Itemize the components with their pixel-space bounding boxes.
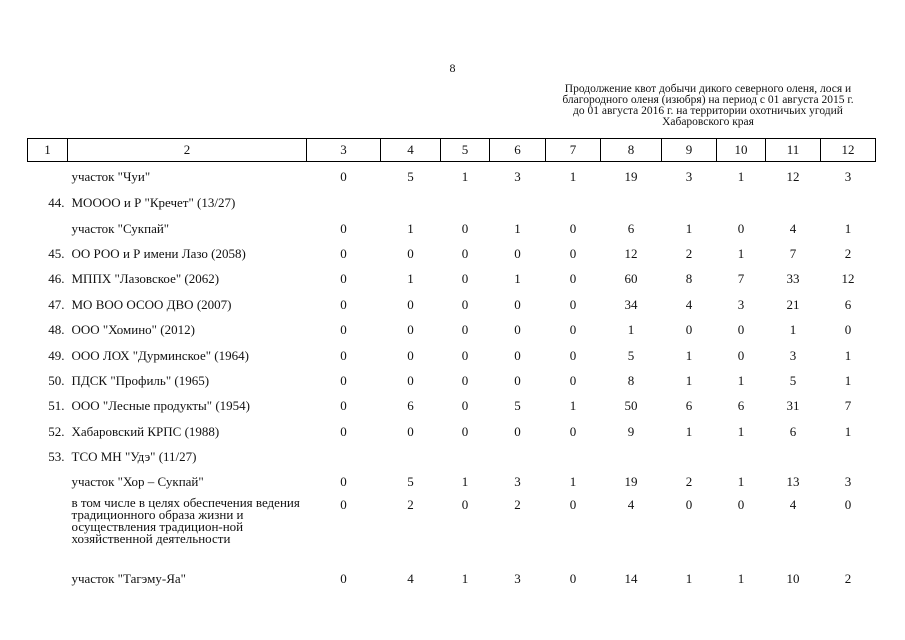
table-cell: 6 bbox=[844, 296, 852, 312]
table-cell: 1 bbox=[569, 168, 577, 184]
table-cell: 0 bbox=[340, 347, 347, 363]
quota-table bbox=[27, 138, 876, 586]
table-cell: 6 bbox=[407, 398, 414, 414]
table-cell: 1 bbox=[514, 220, 521, 236]
table-cell bbox=[766, 190, 821, 215]
table-cell: 1 bbox=[737, 474, 745, 490]
table-cell: 4 bbox=[685, 296, 693, 312]
table-cell bbox=[546, 190, 601, 215]
table-cell: 50 bbox=[624, 398, 638, 414]
table-cell: 1 bbox=[737, 245, 745, 261]
table-cell: 3 bbox=[844, 474, 852, 490]
row-name: ООО ЛОХ "Дурминское" (1964) bbox=[71, 347, 249, 363]
table-row bbox=[28, 368, 876, 393]
table-cell: 1 bbox=[844, 372, 852, 388]
table-row bbox=[28, 241, 876, 266]
table-cell: 0 bbox=[407, 296, 414, 312]
table-cell: 3 bbox=[685, 168, 693, 184]
row-number: 52. bbox=[48, 423, 65, 439]
table-cell: 60 bbox=[624, 271, 638, 287]
table-cell: 3 bbox=[514, 168, 521, 184]
table-cell: 2 bbox=[407, 496, 414, 512]
caption-line: Хабаровского края bbox=[662, 116, 754, 128]
table-cell: 0 bbox=[461, 271, 469, 287]
table-cell: 4 bbox=[407, 570, 414, 586]
table-cell: 1 bbox=[685, 347, 693, 363]
table-cell: 3 bbox=[844, 168, 852, 184]
row-name: ОО РОО и Р имени Лазо (2058) bbox=[71, 245, 246, 261]
table-cell: 0 bbox=[407, 245, 414, 261]
table-cell: 0 bbox=[569, 245, 577, 261]
row-name: участок "Хор – Сукпай" bbox=[71, 474, 204, 490]
row-name: Хабаровский КРПС (1988) bbox=[71, 423, 220, 439]
table-cell: 0 bbox=[407, 372, 414, 388]
table-cell bbox=[601, 190, 662, 215]
table-row bbox=[28, 190, 876, 215]
table-cell: 9 bbox=[627, 423, 635, 439]
table-cell: 1 bbox=[685, 570, 693, 586]
table-cell: 8 bbox=[627, 372, 635, 388]
row-name: ПДСК "Профиль" (1965) bbox=[71, 372, 210, 388]
table-cell: 2 bbox=[844, 570, 852, 586]
table-cell: 0 bbox=[461, 347, 469, 363]
table-cell: 6 bbox=[627, 220, 635, 236]
row-number: 47. bbox=[48, 296, 65, 312]
row-number: 53. bbox=[48, 449, 65, 465]
table-cell: 2 bbox=[844, 245, 852, 261]
table-cell: 1 bbox=[461, 474, 469, 490]
table-cell: 0 bbox=[340, 168, 347, 184]
table-cell bbox=[546, 444, 601, 469]
column-header: 11 bbox=[766, 139, 821, 162]
table-cell: 2 bbox=[685, 245, 693, 261]
table-cell bbox=[307, 190, 381, 215]
table-row bbox=[28, 469, 876, 494]
table-cell: 1 bbox=[569, 398, 577, 414]
table-cell: 5 bbox=[789, 372, 797, 388]
table-cell: 19 bbox=[624, 474, 638, 490]
row-name: ТСО МН "Удэ" (11/27) bbox=[71, 449, 197, 465]
table-cell: 0 bbox=[340, 220, 347, 236]
row-number bbox=[28, 215, 68, 240]
table-cell: 1 bbox=[627, 322, 635, 338]
table-cell: 0 bbox=[844, 496, 852, 512]
table-cell: 1 bbox=[407, 271, 414, 287]
table-cell: 0 bbox=[340, 474, 347, 490]
table-cell: 0 bbox=[569, 423, 577, 439]
page-number: 8 bbox=[449, 61, 456, 75]
row-number bbox=[28, 162, 68, 191]
table-row bbox=[28, 317, 876, 342]
table-cell: 0 bbox=[514, 322, 521, 338]
column-header: 4 bbox=[381, 139, 441, 162]
table-row bbox=[28, 292, 876, 317]
column-header: 1 bbox=[28, 139, 68, 162]
table-cell bbox=[381, 444, 441, 469]
table-cell: 1 bbox=[569, 474, 577, 490]
table-cell: 0 bbox=[737, 322, 745, 338]
table-cell: 3 bbox=[514, 570, 521, 586]
table-cell bbox=[821, 190, 876, 215]
row-number: 44. bbox=[48, 195, 65, 211]
table-cell: 0 bbox=[340, 423, 347, 439]
table-cell: 2 bbox=[685, 474, 693, 490]
table-cell bbox=[441, 444, 490, 469]
table-cell: 5 bbox=[514, 398, 521, 414]
table-cell: 1 bbox=[461, 168, 469, 184]
table-cell: 5 bbox=[627, 347, 635, 363]
table-cell: 0 bbox=[461, 372, 469, 388]
table-cell: 1 bbox=[737, 423, 745, 439]
table-cell: 0 bbox=[569, 496, 577, 512]
column-header: 7 bbox=[546, 139, 601, 162]
column-header: 6 bbox=[490, 139, 546, 162]
row-number: 45. bbox=[48, 245, 65, 261]
table-row bbox=[28, 215, 876, 240]
table-cell: 3 bbox=[737, 296, 745, 312]
table-cell: 0 bbox=[569, 570, 577, 586]
table-cell: 7 bbox=[844, 398, 852, 414]
table-cell: 1 bbox=[789, 322, 797, 338]
table-cell: 0 bbox=[737, 496, 745, 512]
table-cell: 0 bbox=[569, 372, 577, 388]
caption-line: Продолжение квот добычи дикого северного оленя, лося и bbox=[564, 83, 852, 95]
row-number: 46. bbox=[48, 271, 65, 287]
table-cell: 0 bbox=[737, 220, 745, 236]
table-cell: 0 bbox=[340, 322, 347, 338]
table-cell: 1 bbox=[685, 372, 693, 388]
table-cell: 0 bbox=[514, 423, 521, 439]
table-cell: 0 bbox=[844, 322, 852, 338]
row-name: участок "Тагэму-Яа" bbox=[71, 570, 186, 586]
table-cell: 12 bbox=[841, 271, 855, 287]
column-header: 5 bbox=[441, 139, 490, 162]
table-cell: 0 bbox=[340, 570, 347, 586]
table-cell: 0 bbox=[340, 398, 347, 414]
table-cell: 0 bbox=[514, 347, 521, 363]
table-cell: 1 bbox=[844, 347, 852, 363]
row-name: МО ВОО ОСОО ДВО (2007) bbox=[71, 296, 232, 312]
table-cell: 1 bbox=[461, 570, 469, 586]
column-header: 3 bbox=[307, 139, 381, 162]
table-row bbox=[28, 419, 876, 444]
table-cell: 1 bbox=[685, 220, 693, 236]
column-header: 12 bbox=[821, 139, 876, 162]
table-cell: 0 bbox=[461, 496, 469, 512]
table-cell: 1 bbox=[737, 570, 745, 586]
table-body bbox=[28, 162, 876, 586]
table-cell: 0 bbox=[569, 347, 577, 363]
table-cell: 3 bbox=[789, 347, 797, 363]
table-cell: 19 bbox=[624, 168, 638, 184]
table-header-row bbox=[28, 139, 876, 162]
table-row bbox=[28, 495, 876, 552]
row-number bbox=[28, 495, 68, 552]
table-row bbox=[28, 444, 876, 469]
table-cell: 0 bbox=[569, 322, 577, 338]
table-cell: 0 bbox=[340, 496, 347, 512]
row-number: 51. bbox=[48, 398, 65, 414]
table-cell bbox=[381, 190, 441, 215]
table-cell: 0 bbox=[569, 271, 577, 287]
table-cell: 7 bbox=[737, 271, 745, 287]
row-number: 49. bbox=[48, 347, 65, 363]
table-row bbox=[28, 266, 876, 291]
column-header: 9 bbox=[662, 139, 717, 162]
table-cell: 21 bbox=[786, 296, 800, 312]
table-cell bbox=[490, 444, 546, 469]
table-cell: 0 bbox=[737, 347, 745, 363]
table-cell: 1 bbox=[685, 423, 693, 439]
table-cell: 13 bbox=[786, 474, 800, 490]
table-cell: 6 bbox=[737, 398, 745, 414]
table-cell bbox=[717, 190, 766, 215]
table-cell bbox=[307, 444, 381, 469]
column-header: 2 bbox=[68, 139, 307, 162]
row-name: участок "Чуи" bbox=[71, 168, 151, 184]
row-name: ООО "Лесные продукты" (1954) bbox=[71, 398, 250, 414]
table-cell: 0 bbox=[569, 296, 577, 312]
table-row bbox=[28, 342, 876, 367]
row-number bbox=[28, 552, 68, 586]
table-cell: 12 bbox=[624, 245, 638, 261]
table-cell: 0 bbox=[461, 220, 469, 236]
table-cell: 5 bbox=[407, 474, 414, 490]
table-row bbox=[28, 552, 876, 586]
table-caption bbox=[540, 84, 876, 128]
table-cell: 1 bbox=[737, 168, 745, 184]
table-cell: 5 bbox=[407, 168, 414, 184]
table-cell: 4 bbox=[789, 220, 797, 236]
row-name: МППХ "Лазовское" (2062) bbox=[71, 271, 220, 287]
table-cell: 12 bbox=[786, 168, 800, 184]
table-cell: 0 bbox=[407, 322, 414, 338]
table-cell: 14 bbox=[624, 570, 638, 586]
table-cell bbox=[821, 444, 876, 469]
table-row bbox=[28, 393, 876, 418]
table-cell: 1 bbox=[737, 372, 745, 388]
row-number: 50. bbox=[48, 372, 65, 388]
table-cell: 1 bbox=[844, 220, 852, 236]
table-cell bbox=[717, 444, 766, 469]
table-cell: 8 bbox=[685, 271, 693, 287]
caption-line: до 01 августа 2016 г. на территории охотничьих угодий bbox=[573, 105, 843, 117]
table-cell: 0 bbox=[407, 423, 414, 439]
table-cell bbox=[601, 444, 662, 469]
table-cell: 4 bbox=[627, 496, 635, 512]
table-cell: 7 bbox=[789, 245, 797, 261]
table-cell bbox=[662, 444, 717, 469]
table-cell: 0 bbox=[461, 296, 469, 312]
table-cell: 6 bbox=[789, 423, 797, 439]
table-cell: 0 bbox=[407, 347, 414, 363]
row-name: в том числе в целях обеспечения ведения традиционного образа жизни и осуществления традицион-ной хозяйственной деятельности bbox=[71, 494, 300, 546]
column-header: 10 bbox=[717, 139, 766, 162]
table-cell: 34 bbox=[624, 296, 638, 312]
row-name: участок "Сукпай" bbox=[71, 220, 170, 236]
table-cell: 10 bbox=[786, 570, 800, 586]
row-name: МОООО и Р "Кречет" (13/27) bbox=[71, 195, 236, 211]
table-cell: 1 bbox=[514, 271, 521, 287]
table-cell: 0 bbox=[340, 296, 347, 312]
row-number: 48. bbox=[48, 322, 65, 338]
table-cell: 6 bbox=[685, 398, 693, 414]
table-cell: 1 bbox=[407, 220, 414, 236]
row-name: ООО "Хомино" (2012) bbox=[71, 322, 195, 338]
table-cell: 0 bbox=[461, 398, 469, 414]
row-number bbox=[28, 469, 68, 494]
table-cell: 0 bbox=[514, 296, 521, 312]
table-cell: 0 bbox=[569, 220, 577, 236]
table-row bbox=[28, 162, 876, 191]
table-cell: 0 bbox=[685, 496, 693, 512]
table-cell: 2 bbox=[514, 496, 521, 512]
table-cell: 31 bbox=[786, 398, 800, 414]
table-cell: 0 bbox=[685, 322, 693, 338]
table-cell: 0 bbox=[340, 271, 347, 287]
table-cell: 0 bbox=[514, 245, 521, 261]
table-cell: 33 bbox=[786, 271, 800, 287]
table-cell: 0 bbox=[461, 245, 469, 261]
column-header: 8 bbox=[601, 139, 662, 162]
table-cell: 1 bbox=[844, 423, 852, 439]
table-cell: 0 bbox=[514, 372, 521, 388]
table-cell bbox=[490, 190, 546, 215]
table-cell: 0 bbox=[340, 245, 347, 261]
table-cell bbox=[662, 190, 717, 215]
table-cell bbox=[766, 444, 821, 469]
caption-line: благородного оленя (изюбря) на период с 01 августа 2015 г. bbox=[562, 94, 854, 106]
table-cell: 3 bbox=[514, 474, 521, 490]
table-cell: 0 bbox=[340, 372, 347, 388]
table-cell: 4 bbox=[789, 496, 797, 512]
table-cell: 0 bbox=[461, 322, 469, 338]
table-cell: 0 bbox=[461, 423, 469, 439]
table-cell bbox=[441, 190, 490, 215]
